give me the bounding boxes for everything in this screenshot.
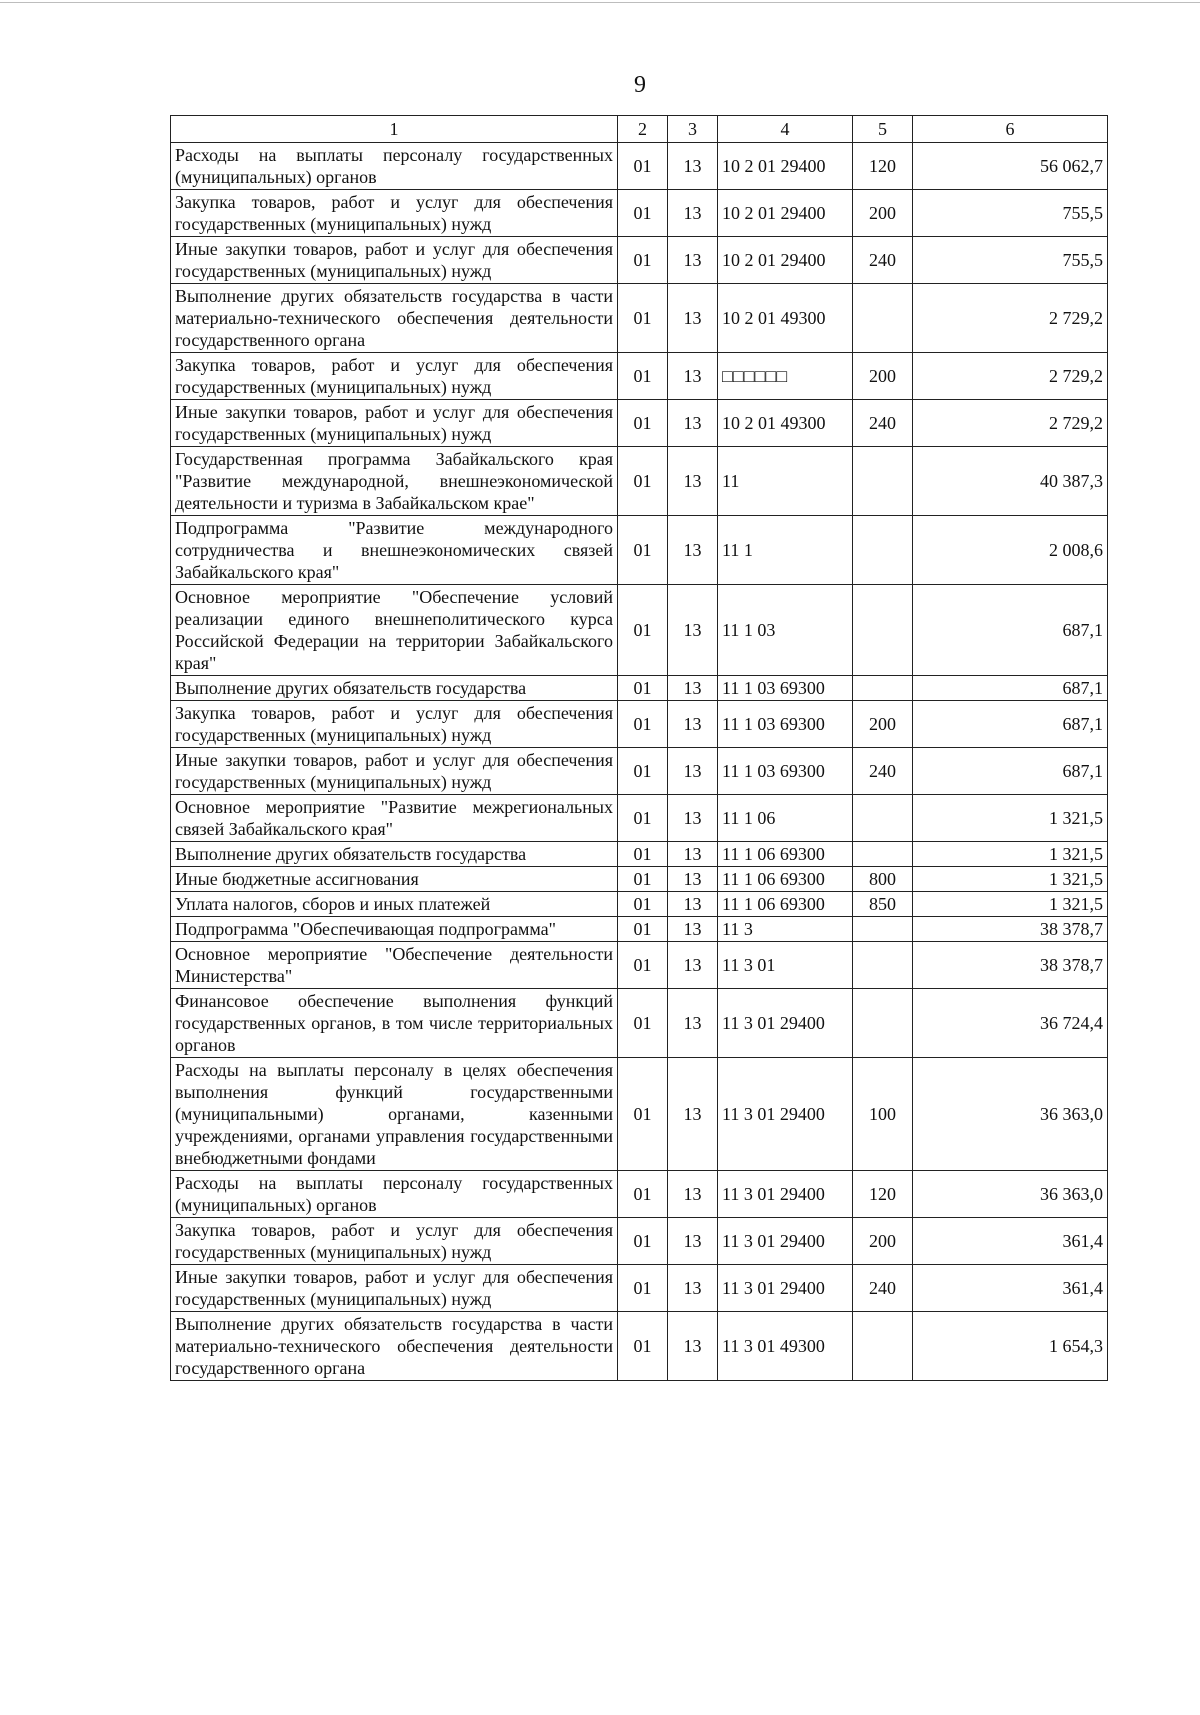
row-amount: 1 321,5	[913, 867, 1108, 892]
header-col-5: 5	[853, 116, 913, 143]
row-target-item: 11 3 01 29400	[718, 989, 853, 1058]
row-subsection: 13	[668, 867, 718, 892]
header-col-4: 4	[718, 116, 853, 143]
row-name: Иные закупки товаров, работ и услуг для обеспечения государственных (муниципальных) нужд	[171, 237, 618, 284]
row-section: 01	[618, 795, 668, 842]
row-expense-type	[853, 989, 913, 1058]
row-expense-type	[853, 516, 913, 585]
row-target-item: 11 1 03	[718, 585, 853, 676]
row-amount: 36 363,0	[913, 1171, 1108, 1218]
row-amount: 2 729,2	[913, 284, 1108, 353]
row-target-item: □□□□□□	[718, 353, 853, 400]
table-row	[171, 1058, 1108, 1171]
table-row	[171, 892, 1108, 917]
row-expense-type: 200	[853, 353, 913, 400]
row-amount: 36 724,4	[913, 989, 1108, 1058]
row-subsection: 13	[668, 701, 718, 748]
row-amount: 1 321,5	[913, 892, 1108, 917]
row-amount: 1 321,5	[913, 842, 1108, 867]
table-row	[171, 917, 1108, 942]
row-expense-type	[853, 942, 913, 989]
table-row	[171, 400, 1108, 447]
row-subsection: 13	[668, 748, 718, 795]
row-subsection: 13	[668, 842, 718, 867]
table-row	[171, 867, 1108, 892]
row-expense-type	[853, 917, 913, 942]
row-expense-type	[853, 842, 913, 867]
row-amount: 2 729,2	[913, 353, 1108, 400]
row-subsection: 13	[668, 516, 718, 585]
row-amount: 687,1	[913, 585, 1108, 676]
row-name: Иные закупки товаров, работ и услуг для обеспечения государственных (муниципальных) нужд	[171, 748, 618, 795]
row-name: Финансовое обеспечение выполнения функций государственных органов, в том числе территориальных органов	[171, 989, 618, 1058]
row-subsection: 13	[668, 237, 718, 284]
row-name: Расходы на выплаты персоналу государственных (муниципальных) органов	[171, 143, 618, 190]
row-expense-type	[853, 447, 913, 516]
row-section: 01	[618, 400, 668, 447]
row-target-item: 11 1 06 69300	[718, 867, 853, 892]
row-expense-type: 200	[853, 190, 913, 237]
table-row	[171, 585, 1108, 676]
row-target-item: 10 2 01 49300	[718, 284, 853, 353]
row-name: Уплата налогов, сборов и иных платежей	[171, 892, 618, 917]
row-target-item: 11 1 03 69300	[718, 748, 853, 795]
row-section: 01	[618, 190, 668, 237]
table-row	[171, 1218, 1108, 1265]
row-name: Закупка товаров, работ и услуг для обеспечения государственных (муниципальных) нужд	[171, 190, 618, 237]
row-amount: 1 321,5	[913, 795, 1108, 842]
row-name: Основное мероприятие "Обеспечение деятельности Министерства"	[171, 942, 618, 989]
row-expense-type	[853, 585, 913, 676]
row-subsection: 13	[668, 1312, 718, 1381]
row-name: Иные закупки товаров, работ и услуг для обеспечения государственных (муниципальных) нужд	[171, 1265, 618, 1312]
row-target-item: 11 1	[718, 516, 853, 585]
row-expense-type: 850	[853, 892, 913, 917]
row-section: 01	[618, 237, 668, 284]
row-section: 01	[618, 1265, 668, 1312]
row-section: 01	[618, 867, 668, 892]
row-expense-type: 200	[853, 701, 913, 748]
row-amount: 361,4	[913, 1218, 1108, 1265]
row-amount: 687,1	[913, 701, 1108, 748]
row-name: Выполнение других обязательств государства	[171, 676, 618, 701]
row-amount: 40 387,3	[913, 447, 1108, 516]
row-section: 01	[618, 842, 668, 867]
table-row	[171, 676, 1108, 701]
row-expense-type: 800	[853, 867, 913, 892]
row-subsection: 13	[668, 1265, 718, 1312]
top-rule	[0, 2, 1200, 3]
row-section: 01	[618, 284, 668, 353]
row-name: Подпрограмма "Развитие международного сотрудничества и внешнеэкономических связей Забайкальского края"	[171, 516, 618, 585]
row-expense-type	[853, 795, 913, 842]
row-subsection: 13	[668, 1058, 718, 1171]
row-section: 01	[618, 676, 668, 701]
row-section: 01	[618, 917, 668, 942]
row-section: 01	[618, 892, 668, 917]
row-subsection: 13	[668, 1171, 718, 1218]
table-row	[171, 1265, 1108, 1312]
row-name: Выполнение других обязательств государства в части материально-технического обеспечения деятельности государственного органа	[171, 1312, 618, 1381]
budget-table	[170, 115, 1108, 1381]
row-target-item: 11	[718, 447, 853, 516]
row-target-item: 10 2 01 49300	[718, 400, 853, 447]
row-name: Выполнение других обязательств государства в части материально-технического обеспечения деятельности государственного органа	[171, 284, 618, 353]
row-section: 01	[618, 701, 668, 748]
table-row	[171, 748, 1108, 795]
row-name: Закупка товаров, работ и услуг для обеспечения государственных (муниципальных) нужд	[171, 353, 618, 400]
row-section: 01	[618, 1171, 668, 1218]
row-section: 01	[618, 1312, 668, 1381]
row-name: Государственная программа Забайкальского края "Развитие международной, внешнеэкономической деятельности и туризма в Забайкальском крае"	[171, 447, 618, 516]
row-amount: 687,1	[913, 748, 1108, 795]
row-amount: 56 062,7	[913, 143, 1108, 190]
row-amount: 361,4	[913, 1265, 1108, 1312]
page-number: 9	[634, 72, 646, 98]
header-col-6: 6	[913, 116, 1108, 143]
row-target-item: 11 1 06	[718, 795, 853, 842]
row-target-item: 10 2 01 29400	[718, 190, 853, 237]
row-expense-type	[853, 1312, 913, 1381]
row-amount: 755,5	[913, 237, 1108, 284]
row-target-item: 11 1 06 69300	[718, 842, 853, 867]
row-target-item: 11 3 01 29400	[718, 1171, 853, 1218]
table-row	[171, 795, 1108, 842]
row-expense-type: 240	[853, 237, 913, 284]
table-row	[171, 989, 1108, 1058]
row-subsection: 13	[668, 190, 718, 237]
row-target-item: 11 3 01	[718, 942, 853, 989]
row-subsection: 13	[668, 585, 718, 676]
row-subsection: 13	[668, 917, 718, 942]
row-expense-type: 120	[853, 1171, 913, 1218]
row-target-item: 11 3 01 29400	[718, 1265, 853, 1312]
row-target-item: 11 1 03 69300	[718, 676, 853, 701]
row-section: 01	[618, 585, 668, 676]
row-section: 01	[618, 353, 668, 400]
row-section: 01	[618, 942, 668, 989]
row-subsection: 13	[668, 795, 718, 842]
row-amount: 36 363,0	[913, 1058, 1108, 1171]
table-row	[171, 237, 1108, 284]
table-row	[171, 516, 1108, 585]
row-subsection: 13	[668, 942, 718, 989]
row-section: 01	[618, 143, 668, 190]
table-row	[171, 1312, 1108, 1381]
table-row	[171, 284, 1108, 353]
row-subsection: 13	[668, 892, 718, 917]
row-target-item: 11 3	[718, 917, 853, 942]
row-expense-type: 100	[853, 1058, 913, 1171]
row-amount: 2 008,6	[913, 516, 1108, 585]
row-section: 01	[618, 989, 668, 1058]
row-name: Расходы на выплаты персоналу государственных (муниципальных) органов	[171, 1171, 618, 1218]
header-col-3: 3	[668, 116, 718, 143]
row-subsection: 13	[668, 1218, 718, 1265]
row-section: 01	[618, 516, 668, 585]
row-target-item: 11 3 01 29400	[718, 1058, 853, 1171]
table-header-row	[171, 116, 1108, 143]
row-expense-type: 200	[853, 1218, 913, 1265]
row-subsection: 13	[668, 676, 718, 701]
row-subsection: 13	[668, 447, 718, 516]
header-col-1: 1	[171, 116, 618, 143]
row-expense-type: 240	[853, 1265, 913, 1312]
row-expense-type: 240	[853, 400, 913, 447]
row-target-item: 11 3 01 29400	[718, 1218, 853, 1265]
row-name: Закупка товаров, работ и услуг для обеспечения государственных (муниципальных) нужд	[171, 701, 618, 748]
row-target-item: 10 2 01 29400	[718, 143, 853, 190]
row-section: 01	[618, 447, 668, 516]
row-section: 01	[618, 748, 668, 795]
table-row	[171, 447, 1108, 516]
row-amount: 38 378,7	[913, 917, 1108, 942]
row-subsection: 13	[668, 143, 718, 190]
row-target-item: 11 3 01 49300	[718, 1312, 853, 1381]
row-name: Основное мероприятие "Обеспечение условий реализации единого внешнеполитического курса Российской Федерации на территории Забайкальского края"	[171, 585, 618, 676]
row-expense-type: 120	[853, 143, 913, 190]
row-name: Основное мероприятие "Развитие межрегиональных связей Забайкальского края"	[171, 795, 618, 842]
table-row	[171, 701, 1108, 748]
row-target-item: 11 1 03 69300	[718, 701, 853, 748]
table-row	[171, 190, 1108, 237]
row-amount: 755,5	[913, 190, 1108, 237]
row-subsection: 13	[668, 400, 718, 447]
row-subsection: 13	[668, 353, 718, 400]
table-body	[171, 143, 1108, 1381]
row-name: Выполнение других обязательств государства	[171, 842, 618, 867]
table-row	[171, 143, 1108, 190]
row-amount: 1 654,3	[913, 1312, 1108, 1381]
row-section: 01	[618, 1218, 668, 1265]
table-row	[171, 353, 1108, 400]
row-name: Расходы на выплаты персоналу в целях обеспечения выполнения функций государственными (муниципальными) органами, казенными учреждениями, органами управления государственными внебюджетными фондами	[171, 1058, 618, 1171]
header-col-2: 2	[618, 116, 668, 143]
row-target-item: 10 2 01 29400	[718, 237, 853, 284]
row-target-item: 11 1 06 69300	[718, 892, 853, 917]
row-expense-type	[853, 676, 913, 701]
row-amount: 2 729,2	[913, 400, 1108, 447]
row-name: Иные бюджетные ассигнования	[171, 867, 618, 892]
table-row	[171, 942, 1108, 989]
row-name: Иные закупки товаров, работ и услуг для обеспечения государственных (муниципальных) нужд	[171, 400, 618, 447]
row-expense-type	[853, 284, 913, 353]
row-expense-type: 240	[853, 748, 913, 795]
table-row	[171, 1171, 1108, 1218]
row-section: 01	[618, 1058, 668, 1171]
row-subsection: 13	[668, 284, 718, 353]
row-amount: 38 378,7	[913, 942, 1108, 989]
row-amount: 687,1	[913, 676, 1108, 701]
table-row	[171, 842, 1108, 867]
row-subsection: 13	[668, 989, 718, 1058]
row-name: Подпрограмма "Обеспечивающая подпрограмма"	[171, 917, 618, 942]
row-name: Закупка товаров, работ и услуг для обеспечения государственных (муниципальных) нужд	[171, 1218, 618, 1265]
